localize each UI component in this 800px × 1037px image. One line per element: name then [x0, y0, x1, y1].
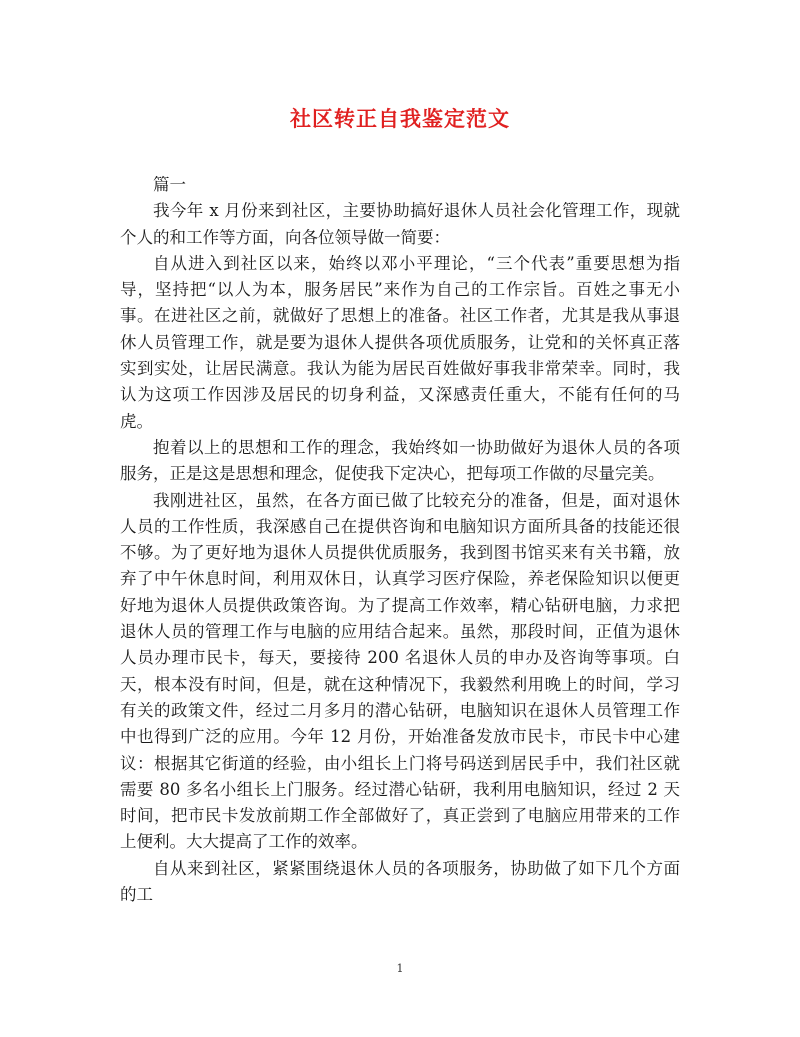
document-body — [120, 172, 680, 908]
paragraph-1: 我今年 x 月份来到社区，主要协助搞好退休人员社会化管理工作，现就个人的和工作等方面，向各位领导做一简要： — [120, 201, 680, 247]
section-heading: 篇一 — [153, 175, 186, 194]
paragraph-5: 自从来到社区，紧紧围绕退休人员的各项服务，协助做了如下几个方面的工 — [120, 858, 680, 905]
paragraph-4: 我刚进社区，虽然，在各方面已做了比较充分的准备，但是，面对退休人员的工作性质，我深感自己在提供咨询和电脑知识方面所具备的技能还很不够。为了更好地为退休人员提供优质服务，我到图书馆买来有关书籍，放弃了中午休息时间，利用双休日，认真学习医疗保险，养老保险知识以便更好地为退休人员提供政策咨询。为了提高工作效率，精心钻研电脑，力求把退休人员的管理工作与电脑的应用结合起来。虽然，那段时间，正值为退休人员办理市民卡，每天，要接待 200 名退休人员的申办及咨询等事项。白天，根本没有时间，但是，就在这种情况下，我毅然利用晚上的时间，学习有关的政策文件，经过二月多月的潜心钻研，电脑知识在退休人员管理工作中也得到广泛的应用。今年 12 月份，开始准备发放市民卡，市民卡中心建议：根据其它街道的经验，由小组长上门将号码送到居民手中，我们社区就需要 80 多名小组长上门服务。经过潜心钻研，我利用电脑知识，经过 2 天时间，把市民卡发放前期工作全部做好了，真正尝到了电脑应用带来的工作上便利。大大提高了工作的效率。 — [120, 490, 680, 852]
document-title: 社区转正自我鉴定范文 — [290, 106, 510, 131]
page-number: 1 — [396, 962, 404, 975]
paragraph-3: 抱着以上的思想和工作的理念，我始终如一协助做好为退休人员的各项服务，正是这是思想和理念，促使我下定决心，把每项工作做的尽量完美。 — [120, 437, 680, 484]
paragraph-2: 自从进入到社区以来，始终以邓小平理论，“三个代表”重要思想为指导，坚持把“以人为本，服务居民”来作为自己的工作宗旨。百姓之事无小事。在进社区之前，就做好了思想上的准备。社区工作者，尤其是我从事退休人员管理工作，就是要为退休人提供各项优质服务，让党和的关怀真正落实到实处，让居民满意。我认为能为居民百姓做好事我非常荣幸。同时，我认为这项工作因涉及居民的切身利益，又深感责任重大，不能有任何的马虎。 — [120, 253, 680, 431]
